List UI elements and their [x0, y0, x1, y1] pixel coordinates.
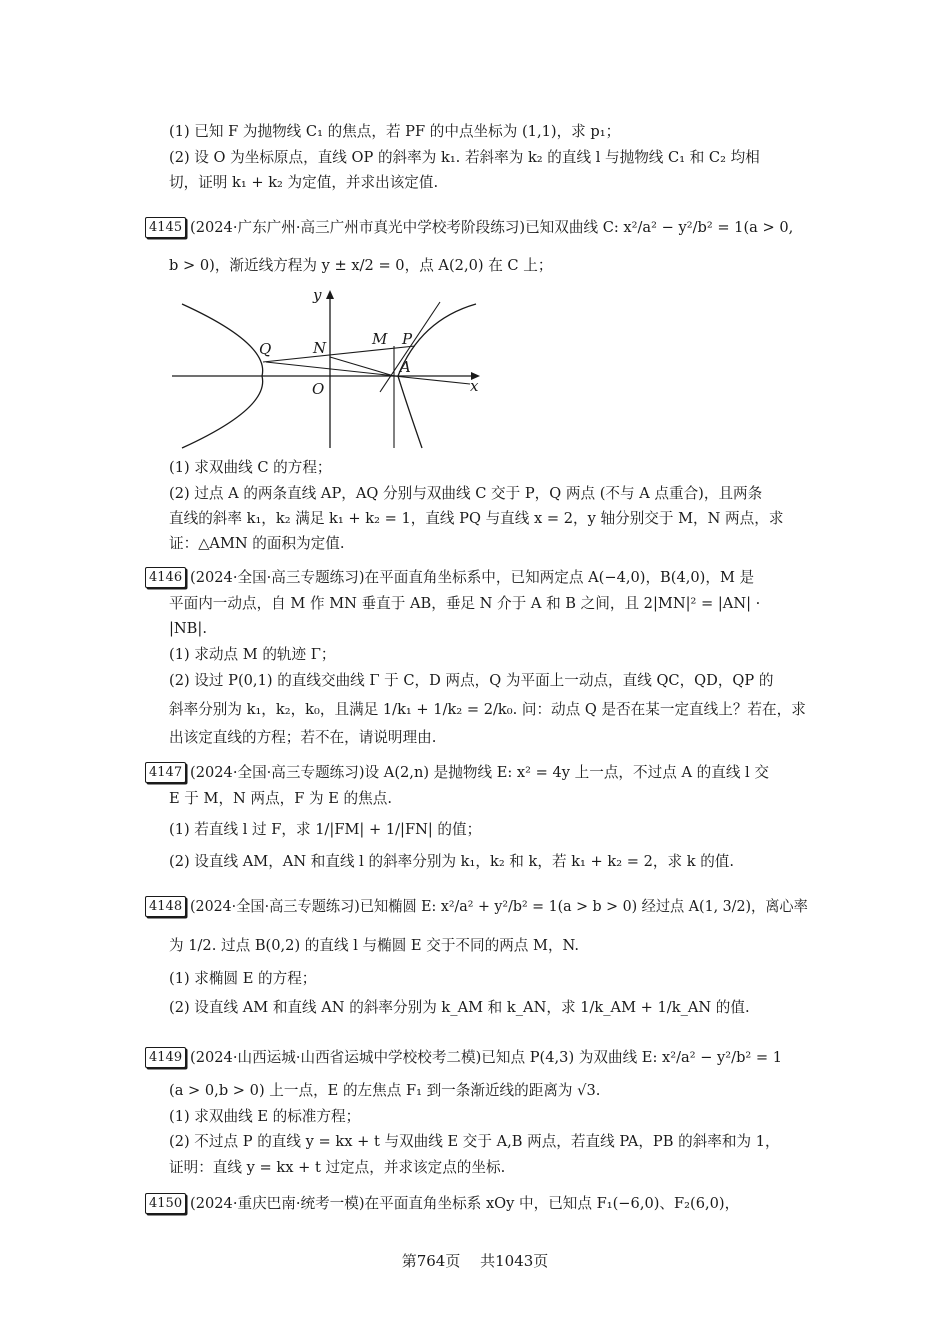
problem-4149-line-5: 证明：直线 y = kx + t 过定点，并求该定点的坐标. [169, 1159, 506, 1176]
problem-4147-line-1: (2024·全国·高三专题练习)设 A(2,n) 是抛物线 E: x² = 4y 上一点，不过点 A 的直线 l 交 [190, 764, 769, 781]
problem-4149-line-1: (2024·山西运城·山西省运城中学校校考二模)已知点 P(4,3) 为双曲线 E: x²/a² − y²/b² = 1 [190, 1049, 783, 1066]
label-O: O [312, 380, 325, 398]
problem-4147-line-2: E 于 M，N 两点，F 为 E 的焦点. [169, 790, 392, 807]
problem-4145-line-4: (2) 过点 A 的两条直线 AP，AQ 分别与双曲线 C 交于 P，Q 两点 (不与 A 点重合)，且两条 [169, 485, 763, 502]
problem-4149-line-2: (a > 0,b > 0) 上一点，E 的左焦点 F₁ 到一条渐近线的距离为 √3. [169, 1082, 601, 1099]
problem-4147-line-4: (2) 设直线 AM，AN 和直线 l 的斜率分别为 k₁，k₂ 和 k，若 k₁ + k₂ = 2，求 k 的值. [169, 853, 735, 870]
label-P: P [402, 330, 413, 348]
problem-4146-line-7: 出该定直线的方程；若不在，请说明理由. [169, 729, 437, 746]
line-QA-extension [394, 376, 470, 384]
problem-4148-line-2: 为 1/2. 过点 B(0,2) 的直线 l 与椭圆 E 交于不同的两点 M，N. [169, 937, 580, 954]
problem-4146-line-3: |NB|. [169, 620, 207, 637]
problem-4146-line-5: (2) 设过 P(0,1) 的直线交曲线 Γ 于 C，D 两点，Q 为平面上一动点，直线 QC，QD，QP 的 [169, 672, 774, 689]
label-M: M [372, 330, 388, 348]
problem-number-badge: 4150 [145, 1193, 186, 1214]
label-Q: Q [259, 340, 272, 358]
page-footer: 第764页 共1043页 [401, 1252, 549, 1270]
problem-4145-line-5: 直线的斜率 k₁，k₂ 满足 k₁ + k₂ = 1，直线 PQ 与直线 x = 2，y 轴分别交于 M，N 两点，求 [169, 510, 784, 527]
line-NA [330, 357, 394, 376]
problem-4145-line-2: b > 0)，渐近线方程为 y ± x/2 = 0，点 A(2,0) 在 C 上； [169, 257, 553, 274]
problem-4148-line-1: (2024·全国·高三专题练习)已知椭圆 E: x²/a² + y²/b² = 1(a > b > 0) 经过点 A(1, 3/2)，离心率 [190, 898, 808, 915]
problem-4146-line-1: (2024·全国·高三专题练习)在平面直角坐标系中，已知两定点 A(−4,0)，B(4,0)，M 是 [190, 569, 755, 586]
intro-line-1: (1) 已知 F 为抛物线 C₁ 的焦点，若 PF 的中点坐标为 (1,1)，求 p₁； [169, 123, 621, 140]
label-N: N [313, 339, 327, 357]
y-axis-arrow [326, 290, 334, 299]
problem-4146-line-2: 平面内一动点，自 M 作 MN 垂直于 AB，垂足 N 介于 A 和 B 之间，且 2|MN|² = |AN| · [169, 595, 761, 612]
problem-4145-line-1: (2024·广东广州·高三广州市真光中学校考阶段练习)已知双曲线 C: x²/a² − y²/b² = 1(a > 0, [190, 219, 794, 236]
problem-4147-line-3: (1) 若直线 l 过 F，求 1/|FM| + 1/|FN| 的值； [169, 821, 482, 838]
problem-4149-line-4: (2) 不过点 P 的直线 y = kx + t 与双曲线 E 交于 A,B 两点，若直线 PA，PB 的斜率和为 1， [169, 1133, 780, 1150]
problem-number-badge: 4148 [145, 896, 186, 917]
problem-4146-line-4: (1) 求动点 M 的轨迹 Γ； [169, 646, 336, 663]
line-QA [266, 362, 396, 376]
problem-4149-line-3: (1) 求双曲线 E 的标准方程； [169, 1108, 361, 1125]
label-A: A [400, 358, 411, 376]
problem-number-badge: 4147 [145, 762, 186, 783]
problem-4146-line-6: 斜率分别为 k₁，k₂，k₀，且满足 1/k₁ + 1/k₂ = 2/k₀. 问：动点 Q 是否在某一定直线上？若在，求 [169, 701, 806, 718]
problem-number-badge: 4146 [145, 567, 186, 588]
problem-4145-line-6: 证：△AMN 的面积为定值. [169, 535, 345, 552]
problem-4148-line-4: (2) 设直线 AM 和直线 AN 的斜率分别为 k_AM 和 k_AN，求 1/k_AM + 1/k_AN 的值. [169, 999, 750, 1016]
label-x: x [470, 377, 479, 395]
intro-line-2: (2) 设 O 为坐标原点，直线 OP 的斜率为 k₁. 若斜率为 k₂ 的直线 l 与抛物线 C₁ 和 C₂ 均相 [169, 149, 760, 166]
problem-4148-line-3: (1) 求椭圆 E 的方程； [169, 970, 317, 987]
problem-4150-line-1: (2024·重庆巴南·统考一模)在平面直角坐标系 xOy 中，已知点 F₁(−6,0)、F₂(6,0)， [190, 1195, 740, 1212]
label-y: y [313, 286, 322, 304]
problem-number-badge: 4149 [145, 1047, 186, 1068]
hyperbola-figure [170, 282, 490, 452]
problem-4145-line-3: (1) 求双曲线 C 的方程； [169, 459, 332, 476]
intro-line-3: 切，证明 k₁ + k₂ 为定值，并求出该定值. [169, 174, 439, 191]
problem-number-badge: 4145 [145, 217, 186, 238]
